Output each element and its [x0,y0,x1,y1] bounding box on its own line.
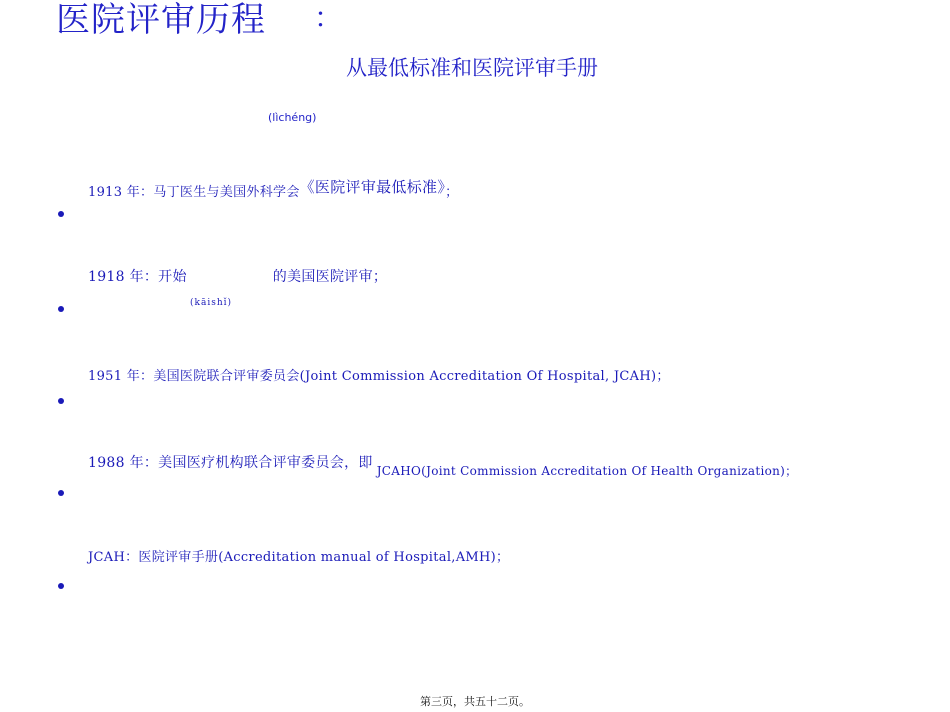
page-title: 医院评审历程 [56,0,266,40]
item-1951-suffix: (Joint Commission Accreditation Of Hospital, JCAH)； [299,369,670,384]
list-item-1913 [88,180,458,201]
page-footer: 第三页，共五十二页。 [420,695,530,708]
list-item-1988 [88,452,798,478]
item-jcah-suffix: (Accreditation manual of Hospital,AMH)； [218,550,510,565]
item-jcah-middle: 医院评审手册 [138,550,219,565]
page-subtitle: 从最低标准和医院评审手册 [346,56,598,80]
item-jcah-prefix: JCAH： [88,550,139,565]
bullet-dot [58,211,64,217]
item-1913-suffix: ； [445,185,459,200]
item-1918-suffix: 的美国医院评审； [272,269,388,285]
item-1988-suffix: JCAHO(Joint Commission Accreditation Of Health Organization)； [376,464,798,478]
item-1913-prefix: 1913 年：马丁医生与美国外科学会 [88,185,300,200]
title-pinyin-annotation: (lìchéng) [268,111,317,124]
title-colon: ： [314,1,343,34]
item-1913-highlight: 《医院评审最低标准》 [299,178,446,196]
list-item-1951 [88,365,670,384]
bullet-dot [58,398,64,404]
bullet-dot [58,490,64,496]
list-item-jcah [88,546,509,565]
bullet-dot [58,583,64,589]
item-1918-pinyin-annotation: (kāishǐ) [190,298,233,308]
item-1988-prefix: 1988 年：美国医疗机构联合评审委员会，即 [88,455,373,471]
item-1951-prefix: 1951 年：美国医院联合评审委员会 [88,369,300,384]
list-item-1918 [88,266,387,286]
item-1918-prefix: 1918 年：开始 [88,269,187,285]
bullet-dot [58,306,64,312]
